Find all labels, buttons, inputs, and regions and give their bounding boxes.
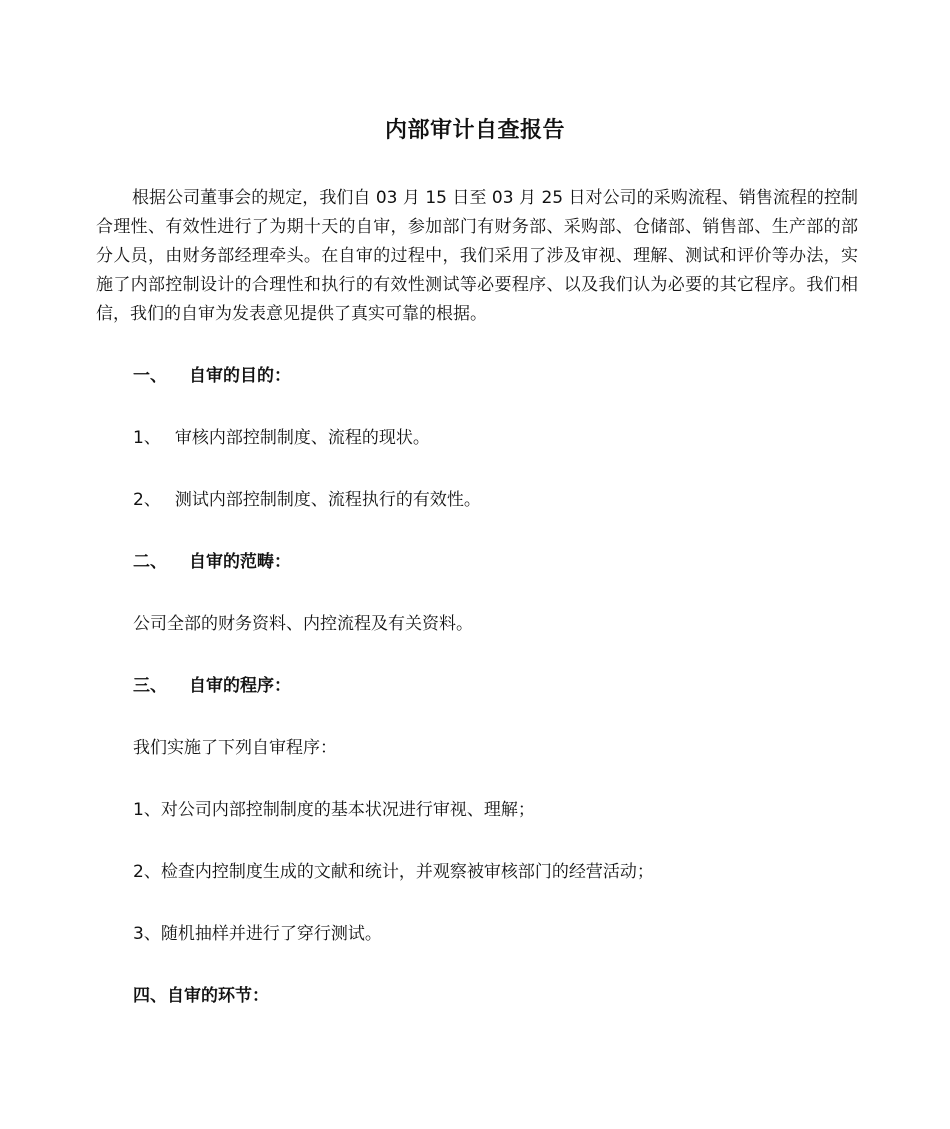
section-number: 三、 <box>133 676 167 696</box>
scope-text: 公司全部的财务资料、内控流程及有关资料。 <box>133 614 473 634</box>
list-item: 2、检查内控制度生成的文献和统计，并观察被审核部门的经营活动； <box>133 862 654 882</box>
procedure-intro: 我们实施了下列自审程序： <box>133 738 337 758</box>
list-item-number: 2、 <box>133 490 161 510</box>
section-number: 一、 <box>133 366 167 386</box>
document-title: 内部审计自查报告 <box>384 118 565 143</box>
list-item: 1、对公司内部控制制度的基本状况进行审视、理解； <box>133 800 535 820</box>
section-title: 自审的范畴： <box>189 552 291 572</box>
section-title: 自审的目的： <box>189 366 291 386</box>
list-item <box>133 488 481 512</box>
list-item-number: 1、 <box>133 428 161 448</box>
list-item-text: 审核内部控制制度、流程的现状。 <box>174 428 430 448</box>
section-heading-scope <box>133 550 291 574</box>
section-heading-procedure <box>133 674 291 698</box>
list-item-text: 测试内部控制制度、流程执行的有效性。 <box>174 490 481 510</box>
section-title: 自审的程序： <box>189 676 291 696</box>
section-heading-purpose <box>133 364 291 388</box>
intro-paragraph: 根据公司董事会的规定，我们自 03 月 15 日至 03 月 25 日对公司的采购流程、销售流程的控制合理性、有效性进行了为期十天的自审，参加部门有财务部、采购部、仓储部、销售部、生产部的部分人员，由财务部经理牵头。在自审的过程中，我们采用了涉及审视、理解、测试和评价等办法，实施了内部控制设计的合理性和执行的有效性测试等必要程序、以及我们认为必要的其它程序。我们相信，我们的自审为发表意见提供了真实可靠的根据。 <box>96 188 858 324</box>
list-item: 3、随机抽样并进行了穿行测试。 <box>133 924 382 944</box>
list-item <box>133 426 430 450</box>
section-number: 二、 <box>133 552 167 572</box>
section-heading-steps: 四、自审的环节： <box>133 986 269 1006</box>
